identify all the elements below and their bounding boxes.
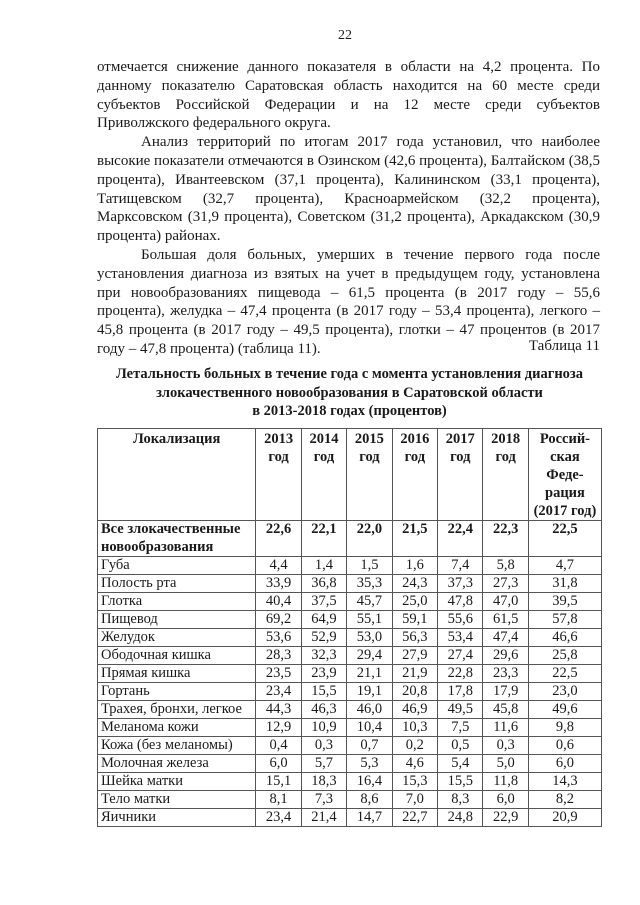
header-year-unit: год: [495, 449, 516, 465]
cell-year-value: 55,6: [438, 611, 483, 629]
header-year: [438, 429, 483, 521]
cell-year-value: 69,2: [256, 611, 301, 629]
cell-year-value: 49,5: [438, 701, 483, 719]
cell-localization: Шейка матки: [98, 773, 256, 791]
cell-year-value: 53,6: [256, 629, 301, 647]
cell-year-value: 29,4: [347, 647, 392, 665]
table-title-line: Летальность больных в течение года с момента установления диагноза: [115, 366, 584, 382]
cell-year-value: 55,1: [347, 611, 392, 629]
cell-year-value: 15,5: [438, 773, 483, 791]
header-year-value: 2013: [264, 431, 294, 447]
cell-rf-value: 46,6: [528, 629, 601, 647]
cell-year-value: 0,5: [438, 737, 483, 755]
cell-year-value: 15,5: [301, 683, 346, 701]
header-year: [392, 429, 437, 521]
cell-year-value: 22,8: [438, 665, 483, 683]
cell-year-value: 5,7: [301, 755, 346, 773]
cell-year-value: 64,9: [301, 611, 346, 629]
cell-year-value: 7,0: [392, 791, 437, 809]
cell-year-value: 17,9: [483, 683, 528, 701]
cell-year-value: 27,9: [392, 647, 437, 665]
cell-year-value: 53,0: [347, 629, 392, 647]
cell-rf-value: 49,6: [528, 701, 601, 719]
cell-year-value: 0,3: [301, 737, 346, 755]
cell-year-value: 61,5: [483, 611, 528, 629]
cell-year-value: 5,3: [347, 755, 392, 773]
cell-year-value: 8,1: [256, 791, 301, 809]
cell-year-value: 46,0: [347, 701, 392, 719]
cell-year-value: 12,9: [256, 719, 301, 737]
header-year-value: 2016: [400, 431, 430, 447]
cell-year-value: 0,4: [256, 737, 301, 755]
table-row: [98, 557, 602, 575]
paragraph: Большая доля больных, умерших в течение первого года после установления диагноза из взятых на учет в предыдущем году, установлена при новообразованиях пищевода – 61,5 процента (в 2017 году – 55,6 процента), желудка – 47,4 процента (в 2017 году – 53,4 процента), легкого – 45,8 процента (в 2017 году – 49,5 процента), глотки – 47 процентов (в 2017 году – 47,8 процента) (таблица 11).: [97, 246, 600, 357]
cell-year-value: 22,1: [301, 521, 346, 557]
cell-rf-value: 8,2: [528, 791, 601, 809]
header-year-value: 2015: [354, 431, 384, 447]
table-title: [97, 365, 602, 421]
cell-rf-value: 31,8: [528, 575, 601, 593]
cell-rf-value: 25,8: [528, 647, 601, 665]
cell-year-value: 14,7: [347, 809, 392, 827]
header-rf-line: Россий-: [539, 431, 591, 447]
cell-year-value: 47,8: [438, 593, 483, 611]
cell-localization: Все злокачественные новообразования: [98, 521, 256, 557]
cell-year-value: 21,9: [392, 665, 437, 683]
cell-year-value: 15,3: [392, 773, 437, 791]
cell-year-value: 6,0: [483, 791, 528, 809]
header-rf-line: рация: [545, 485, 585, 501]
header-year-unit: год: [359, 449, 380, 465]
cell-year-value: 8,6: [347, 791, 392, 809]
cell-year-value: 17,8: [438, 683, 483, 701]
cell-year-value: 10,4: [347, 719, 392, 737]
header-rf-line: (2017 год): [533, 503, 597, 519]
cell-year-value: 11,8: [483, 773, 528, 791]
cell-year-value: 53,4: [438, 629, 483, 647]
cell-year-value: 21,4: [301, 809, 346, 827]
cell-localization: Пищевод: [98, 611, 256, 629]
cell-year-value: 22,0: [347, 521, 392, 557]
header-year: [347, 429, 392, 521]
cell-year-value: 16,4: [347, 773, 392, 791]
cell-year-value: 24,3: [392, 575, 437, 593]
header-rf-line: Феде-: [546, 467, 584, 483]
cell-localization: Меланома кожи: [98, 719, 256, 737]
table-row: [98, 683, 602, 701]
table-header-row: [98, 429, 602, 521]
table-row: [98, 755, 602, 773]
cell-year-value: 10,3: [392, 719, 437, 737]
cell-year-value: 23,4: [256, 683, 301, 701]
table-row: [98, 521, 602, 557]
paragraph: отмечается снижение данного показателя в области на 4,2 процента. По данному показателю Саратовская область находится на 60 месте среди субъектов Российской Федерации и на 12 месте среди субъектов Приволжского федерального округа.: [97, 59, 600, 132]
cell-localization: Прямая кишка: [98, 665, 256, 683]
cell-year-value: 27,4: [438, 647, 483, 665]
cell-year-value: 0,7: [347, 737, 392, 755]
cell-year-value: 24,8: [438, 809, 483, 827]
cell-localization: Гортань: [98, 683, 256, 701]
cell-rf-value: 9,8: [528, 719, 601, 737]
header-russian-federation: [528, 429, 601, 521]
table-title-line: злокачественного новообразования в Саратовской области: [156, 384, 543, 401]
cell-year-value: 44,3: [256, 701, 301, 719]
header-year-value: 2018: [491, 431, 521, 447]
cell-year-value: 22,9: [483, 809, 528, 827]
cell-rf-value: 14,3: [528, 773, 601, 791]
cell-year-value: 21,5: [392, 521, 437, 557]
table-row: [98, 719, 602, 737]
cell-rf-value: 20,9: [528, 809, 601, 827]
cell-year-value: 45,8: [483, 701, 528, 719]
cell-year-value: 22,4: [438, 521, 483, 557]
cell-year-value: 7,4: [438, 557, 483, 575]
table-title-line: в 2013-2018 годах (процентов): [252, 403, 447, 419]
table-row: [98, 647, 602, 665]
cell-year-value: 1,5: [347, 557, 392, 575]
cell-localization: Полость рта: [98, 575, 256, 593]
table-row: [98, 809, 602, 827]
cell-year-value: 5,0: [483, 755, 528, 773]
table-row: [98, 773, 602, 791]
cell-year-value: 59,1: [392, 611, 437, 629]
table-row: [98, 593, 602, 611]
cell-localization: Трахея, бронхи, легкое: [98, 701, 256, 719]
cell-year-value: 22,6: [256, 521, 301, 557]
cell-year-value: 1,4: [301, 557, 346, 575]
cell-year-value: 18,3: [301, 773, 346, 791]
cell-year-value: 52,9: [301, 629, 346, 647]
cell-year-value: 22,7: [392, 809, 437, 827]
cell-year-value: 35,3: [347, 575, 392, 593]
cell-year-value: 23,9: [301, 665, 346, 683]
header-year-unit: год: [313, 449, 335, 465]
header-localization: Локализация: [98, 429, 256, 521]
cell-localization: Кожа (без меланомы): [98, 737, 256, 755]
cell-localization: Глотка: [98, 593, 256, 611]
cell-year-value: 6,0: [256, 755, 301, 773]
cell-localization: Губа: [98, 557, 256, 575]
cell-year-value: 22,3: [483, 521, 528, 557]
cell-year-value: 40,4: [256, 593, 301, 611]
cell-rf-value: 22,5: [528, 521, 601, 557]
cell-localization: Тело матки: [98, 791, 256, 809]
cell-rf-value: 39,5: [528, 593, 601, 611]
cell-year-value: 21,1: [347, 665, 392, 683]
cell-year-value: 1,6: [392, 557, 437, 575]
cell-year-value: 46,9: [392, 701, 437, 719]
cell-year-value: 4,4: [256, 557, 301, 575]
cell-year-value: 33,9: [256, 575, 301, 593]
header-rf-line: ская: [550, 449, 580, 465]
mortality-table: [97, 428, 602, 827]
cell-year-value: 15,1: [256, 773, 301, 791]
cell-year-value: 7,3: [301, 791, 346, 809]
cell-year-value: 10,9: [301, 719, 346, 737]
cell-year-value: 47,0: [483, 593, 528, 611]
table-label: Таблица 11: [528, 338, 600, 354]
cell-localization: Яичники: [98, 809, 256, 827]
table-row: [98, 737, 602, 755]
cell-year-value: 36,8: [301, 575, 346, 593]
header-year: [301, 429, 346, 521]
cell-year-value: 5,4: [438, 755, 483, 773]
cell-rf-value: 23,0: [528, 683, 601, 701]
cell-localization: Желудок: [98, 629, 256, 647]
paragraph: Анализ территорий по итогам 2017 года установил, что наиболее высокие показатели отмечаются в Озинском (42,6 процента), Балтайском (38,5 процента), Ивантеевском (37,1 процента), Калининском (33,1 процента), Татищевском (32,7 процента), Красноармейском (32,2 процента), Марксовском (31,9 процента), Советском (31,2 процента), Аркадакском (30,9 процента) районах.: [97, 134, 600, 245]
cell-year-value: 23,4: [256, 809, 301, 827]
cell-year-value: 0,3: [483, 737, 528, 755]
cell-year-value: 20,8: [392, 683, 437, 701]
cell-year-value: 11,6: [483, 719, 528, 737]
cell-year-value: 37,5: [301, 593, 346, 611]
header-year: [483, 429, 528, 521]
body-text: [97, 58, 600, 359]
table-row: [98, 701, 602, 719]
cell-year-value: 45,7: [347, 593, 392, 611]
cell-year-value: 47,4: [483, 629, 528, 647]
cell-year-value: 29,6: [483, 647, 528, 665]
header-year: [256, 429, 301, 521]
cell-year-value: 4,6: [392, 755, 437, 773]
header-year-value: 2014: [309, 431, 339, 447]
table-row: [98, 791, 602, 809]
header-year-unit: год: [404, 449, 426, 465]
table-body: [98, 521, 602, 827]
cell-localization: Молочная железа: [98, 755, 256, 773]
cell-year-value: 25,0: [392, 593, 437, 611]
cell-rf-value: 22,5: [528, 665, 601, 683]
page-number: 22: [338, 28, 352, 43]
header-year-value: 2017: [445, 431, 475, 447]
header-year-unit: год: [450, 449, 471, 465]
cell-year-value: 0,2: [392, 737, 437, 755]
cell-year-value: 27,3: [483, 575, 528, 593]
cell-year-value: 32,3: [301, 647, 346, 665]
cell-year-value: 56,3: [392, 629, 437, 647]
cell-year-value: 8,3: [438, 791, 483, 809]
header-year-unit: год: [268, 449, 289, 465]
cell-rf-value: 6,0: [528, 755, 601, 773]
table-row: [98, 575, 602, 593]
table-row: [98, 665, 602, 683]
cell-year-value: 28,3: [256, 647, 301, 665]
table-row: [98, 629, 602, 647]
cell-rf-value: 4,7: [528, 557, 601, 575]
table-row: [98, 611, 602, 629]
cell-year-value: 23,5: [256, 665, 301, 683]
cell-rf-value: 0,6: [528, 737, 601, 755]
cell-rf-value: 57,8: [528, 611, 601, 629]
cell-localization: Ободочная кишка: [98, 647, 256, 665]
cell-year-value: 19,1: [347, 683, 392, 701]
cell-year-value: 5,8: [483, 557, 528, 575]
cell-year-value: 46,3: [301, 701, 346, 719]
cell-year-value: 37,3: [438, 575, 483, 593]
cell-year-value: 23,3: [483, 665, 528, 683]
cell-year-value: 7,5: [438, 719, 483, 737]
